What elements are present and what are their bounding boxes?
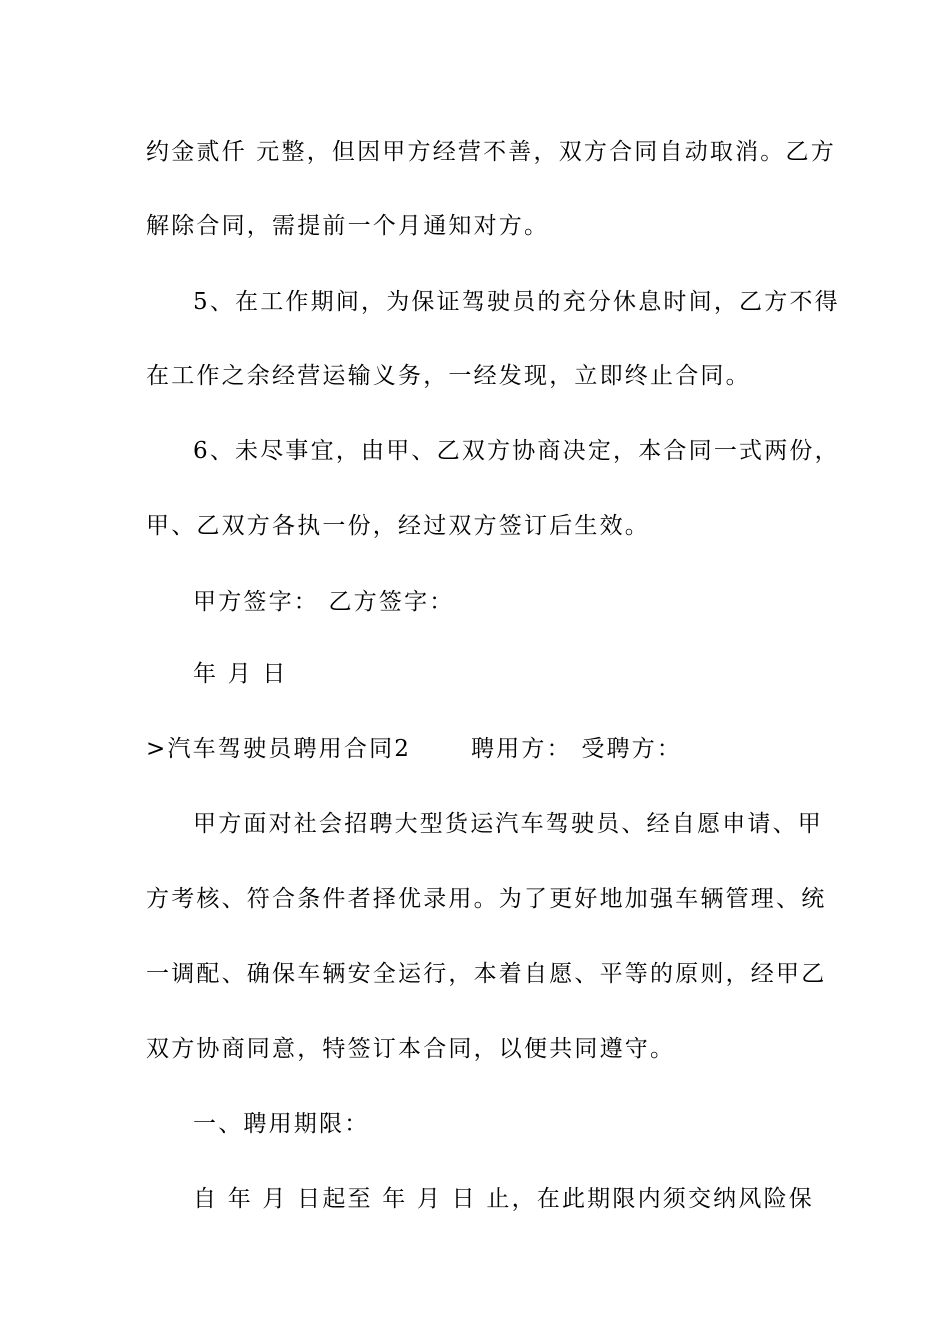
intro-line-2: 方考核、符合条件者择优录用。为了更好地加强车辆管理、统	[146, 886, 827, 912]
clause-5-line-2: 在工作之余经营运输义务，一经发现，立即终止合同。	[146, 363, 751, 389]
paragraph-line-1: 约金贰仟 元整，但因甲方经营不善，双方合同自动取消。乙方	[146, 139, 836, 165]
paragraph-line-2: 解除合同，需提前一个月通知对方。	[146, 213, 550, 239]
intro-line-4: 双方协商同意，特签订本合同，以便共同遵守。	[146, 1036, 676, 1062]
intro-line-3: 一调配、确保车辆安全运行，本着自愿、平等的原则，经甲乙	[146, 961, 827, 987]
clause-5-line-1: 5、在工作期间，为保证驾驶员的充分休息时间，乙方不得	[193, 289, 840, 315]
clause-6-line-1: 6、未尽事宜，由甲、乙双方协商决定，本合同一式两份，	[193, 438, 840, 464]
section-heading-term: 一、聘用期限：	[193, 1111, 370, 1137]
contract-heading: >汽车驾驶员聘用合同2 聘用方： 受聘方：	[146, 736, 683, 762]
term-line-1: 自 年 月 日起至 年 月 日 止，在此期限内须交纳风险保	[193, 1186, 814, 1212]
date-line: 年 月 日	[193, 661, 288, 687]
clause-6-line-2: 甲、乙双方各执一份，经过双方签订后生效。	[146, 513, 650, 539]
signature-line: 甲方签字： 乙方签字：	[193, 589, 455, 615]
intro-line-1: 甲方面对社会招聘大型货运汽车驾驶员、经自愿申请、甲	[193, 811, 823, 837]
